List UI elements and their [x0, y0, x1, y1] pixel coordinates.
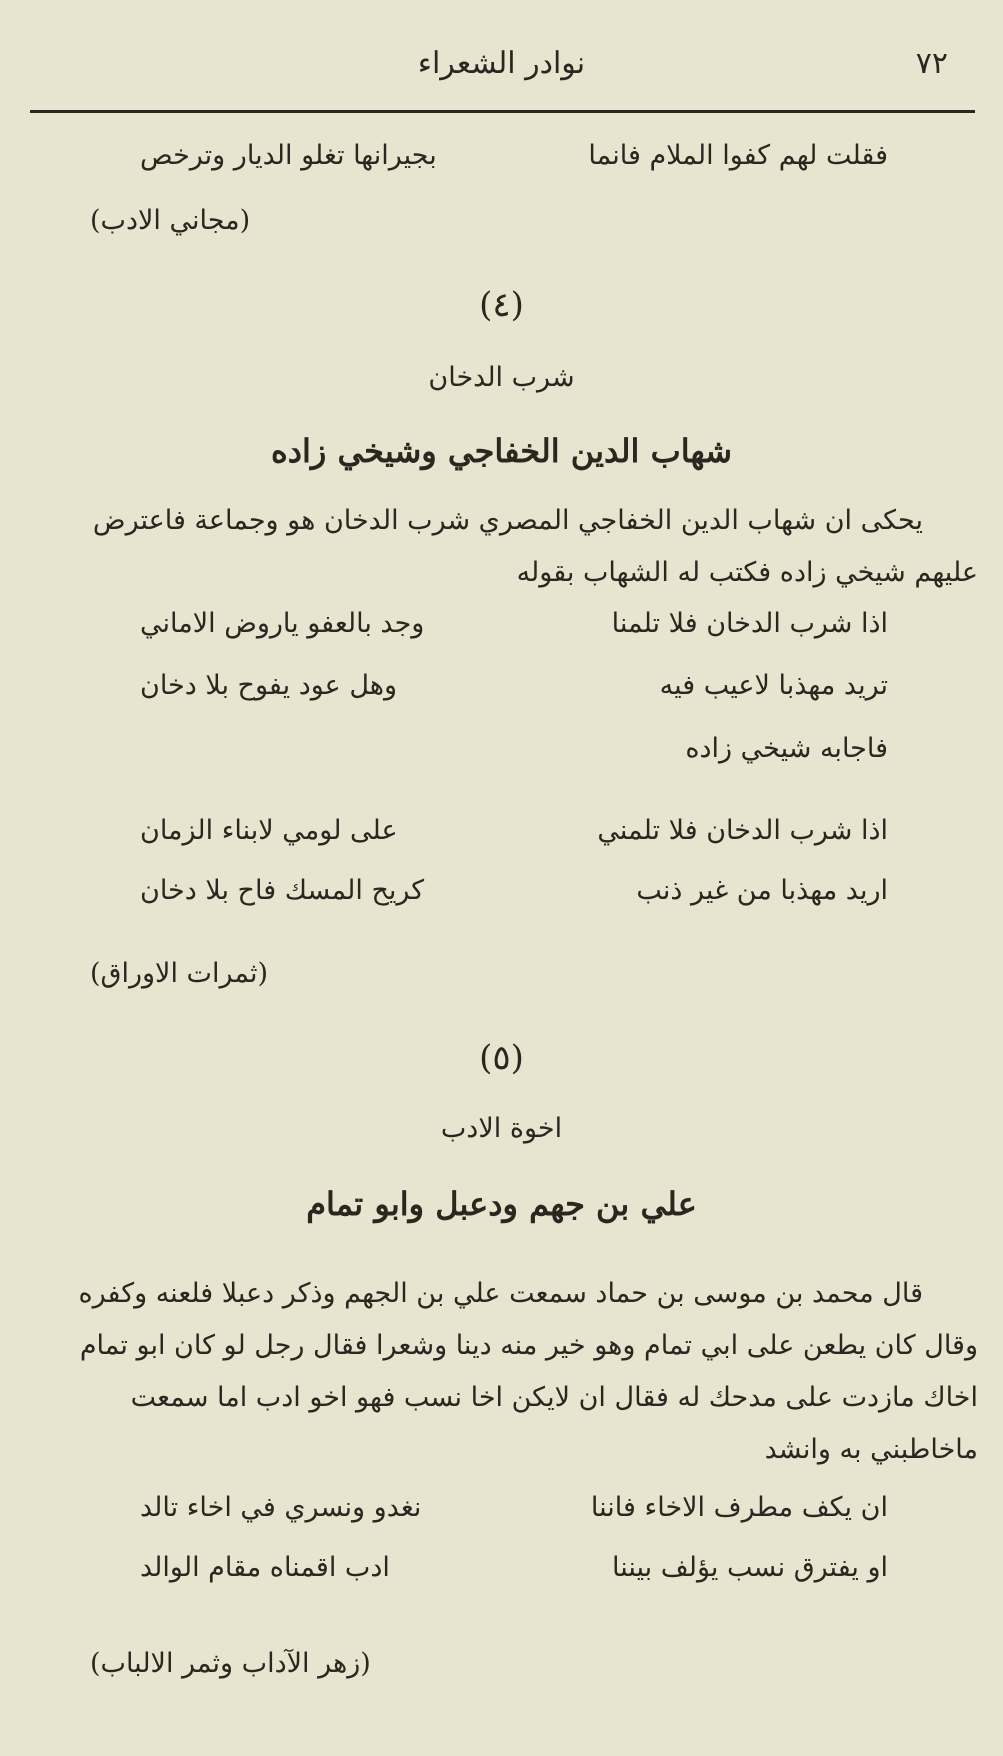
section-number: (٤): [479, 285, 524, 325]
verse-hemistich-left: بجيرانها تغلو الديار وترخص: [140, 140, 437, 171]
verse-hemistich-right: تريد مهذبا لاعيب فيه: [659, 670, 888, 701]
running-title: نوادر الشعراء: [417, 46, 586, 81]
section-title: شرب الدخان: [428, 362, 575, 393]
source-citation: (زهر الآداب وثمر الالباب): [90, 1648, 371, 1679]
verse-hemistich-left: ادب اقمناه مقام الوالد: [140, 1552, 390, 1583]
section-number: (٥): [479, 1038, 524, 1078]
prose-line: اخاك مازدت على مدحك له فقال ان لايكن اخا نسب فهو اخو ادب اما سمعت: [130, 1382, 978, 1413]
prose-line: عليهم شيخي زاده فكتب له الشهاب بقوله: [516, 557, 978, 588]
verse-hemistich-left: نغدو ونسري في اخاء تالد: [140, 1492, 422, 1523]
reply-line: فاجابه شيخي زاده: [685, 733, 888, 764]
verse-hemistich-left: وهل عود يفوح بلا دخان: [140, 670, 398, 701]
verse-hemistich-right: اذا شرب الدخان فلا تلمنا: [611, 608, 888, 639]
verse-hemistich-right: ان يكف مطرف الاخاء فاننا: [590, 1492, 888, 1523]
prose-paragraph: [28, 1268, 978, 1476]
verse-hemistich-left: على لومي لابناء الزمان: [140, 815, 398, 846]
header-rule: [30, 110, 975, 113]
section-poets: شهاب الدين الخفاجي وشيخي زاده: [271, 432, 732, 470]
verse-hemistich-left: كريح المسك فاح بلا دخان: [140, 875, 425, 906]
page-number: ٧٢: [915, 46, 948, 81]
verse-hemistich-left: وجد بالعفو ياروض الاماني: [140, 608, 425, 639]
prose-line: وقال كان يطعن على ابي تمام وهو خير منه دينا وشعرا فقال رجل لو كان ابو تمام: [79, 1330, 978, 1361]
verse-hemistich-right: اريد مهذبا من غير ذنب: [636, 875, 888, 906]
verse-hemistich-right: اذا شرب الدخان فلا تلمني: [597, 815, 888, 846]
page-header: [0, 38, 1003, 98]
prose-line: ماخاطبني به وانشد: [764, 1434, 978, 1465]
prose-paragraph: [28, 495, 978, 599]
source-citation: (مجاني الادب): [90, 205, 251, 236]
prose-line: قال محمد بن موسى بن حماد سمعت علي بن الجهم وذكر دعبلا فلعنه وكفره: [78, 1278, 923, 1309]
section-poets: علي بن جهم ودعبل وابو تمام: [306, 1185, 697, 1223]
section-title: اخوة الادب: [440, 1113, 563, 1144]
source-citation: (ثمرات الاوراق): [90, 958, 269, 989]
prose-line: يحكى ان شهاب الدين الخفاجي المصري شرب الدخان هو وجماعة فاعترض: [92, 505, 923, 536]
verse-hemistich-right: او يفترق نسب يؤلف بيننا: [612, 1552, 888, 1583]
verse-hemistich-right: فقلت لهم كفوا الملام فانما: [588, 140, 888, 171]
